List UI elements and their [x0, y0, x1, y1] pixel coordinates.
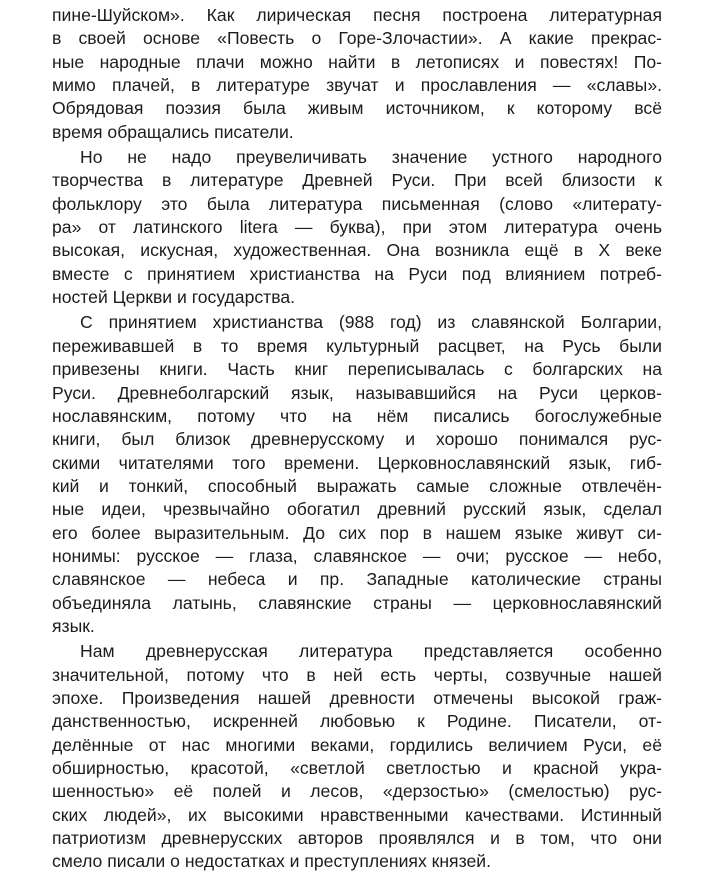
text-line: Нам древнерусская литература представляется особенно [80, 641, 662, 662]
text-line: ные народные плачи можно найти в летописях и повестях! По- [52, 51, 662, 72]
text-line: нославянским, потому что на нём писались богослужебные [52, 405, 662, 426]
text-line: ные идеи, чрезвычайно обогатил древний русский язык, сделал [52, 499, 662, 520]
text-line: славянское — небеса и пр. Западные католические страны [52, 569, 662, 590]
text-line: вместе с принятием христианства на Руси под влиянием потреб- [52, 263, 662, 284]
paragraph-2 [52, 146, 662, 309]
text-line: Руси. Древнеболгарский язык, называвшийся на Руси церков- [52, 382, 662, 403]
text-line: ских людей», их высокими нравственными качествами. Истинный [52, 804, 662, 825]
text-line: данственностью, искренней любовью к Родине. Писатели, от- [52, 711, 662, 732]
text-line: язык. [52, 615, 95, 636]
text-line: пине-Шуйском». Как лирическая песня построена литературная [52, 5, 662, 25]
text-line: ра» от латинского litera — буква), при этом литература очень [52, 217, 662, 238]
text-line: объединяла латынь, славянские страны — церковнославянский [52, 592, 662, 613]
text-line: в своей основе «Повесть о Горе-Злочастии». А какие прекрас- [52, 28, 662, 49]
text-line: фольклору это была литература письменная (слово «литерату- [52, 193, 662, 214]
text-line: нонимы: русское — глаза, славянское — очи; русское — небо, [52, 545, 662, 566]
text-line: смело писали о недостатках и преступлениях князей. [52, 851, 491, 872]
text-line: значительной, потому что в ней есть черты, созвучные нашей [52, 664, 662, 685]
text-line: время обращались писатели. [52, 121, 294, 142]
text-line: патриотизм древнерусских авторов проявлялся и в том, что они [52, 828, 662, 849]
text-line: привезены книги. Часть книг переписывалась с болгарских на [52, 359, 662, 380]
text-line: эпохе. Произведения нашей древности отмечены высокой граж- [52, 687, 662, 708]
text-line: делённые от нас многими веками, гордились величием Руси, её [52, 734, 662, 755]
paragraph-4 [52, 640, 662, 873]
text-line: книги, был близок древнерусскому и хорошо понимался рус- [52, 429, 662, 450]
text-line: переживавшей в то время культурный расцвет, на Русь были [52, 335, 662, 356]
text-line: его более выразительным. До сих пор в нашем языке живут си- [52, 522, 662, 543]
text-line: скими читателями того времени. Церковнославянский язык, гиб- [52, 452, 662, 473]
text-line: кий и тонкий, способный выражать самые сложные отвлечён- [52, 475, 662, 496]
text-line: творчества в литературе Древней Руси. При всей близости к [52, 170, 662, 191]
paragraph-1 [52, 4, 662, 144]
text-line: ностей Церкви и государства. [52, 287, 296, 308]
text-line: шенностью» её полей и лесов, «дерзостью» (смелостью) рус- [52, 781, 662, 802]
text-line: мимо плачей, в литературе звучат и прославления — «славы». [52, 75, 662, 96]
text-line: обширностью, красотой, «светлой светлостью и красной укра- [52, 758, 662, 778]
text-line: С принятием христианства (988 год) из славянской Болгарии, [80, 312, 662, 333]
text-line: Но не надо преувеличивать значение устного народного [80, 147, 662, 168]
text-line: высокая, искусная, художественная. Она возникла ещё в X веке [52, 240, 662, 261]
paragraph-3 [52, 311, 662, 638]
text-line: Обрядовая поэзия была живым источником, к которому всё [52, 98, 662, 119]
